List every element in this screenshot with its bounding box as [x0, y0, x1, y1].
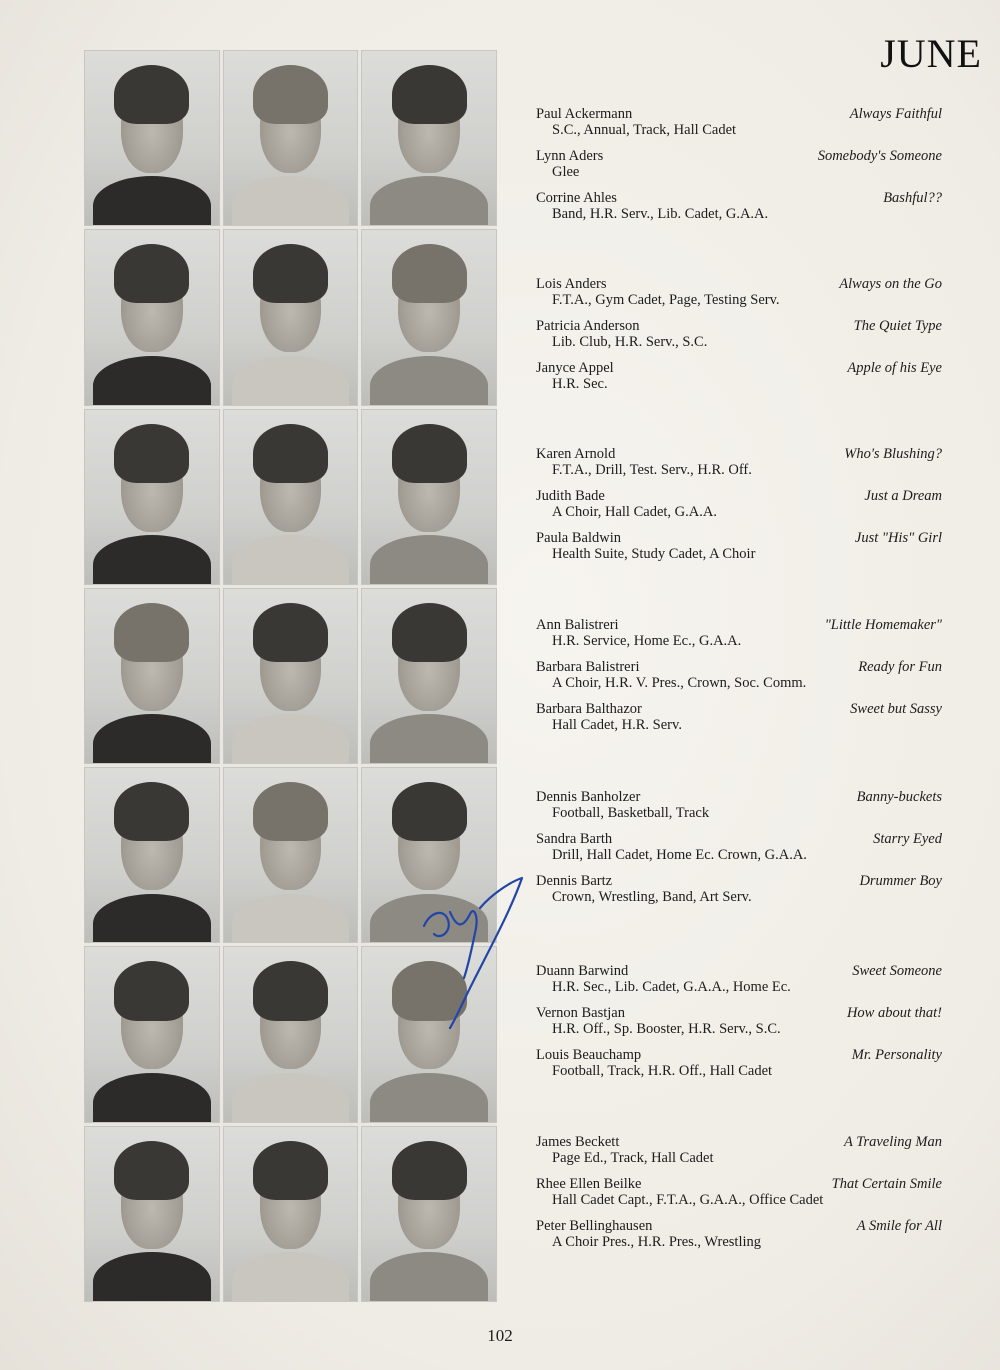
page-heading: JUNE [880, 31, 982, 76]
student-activities: F.T.A., Gym Cadet, Page, Testing Serv. [552, 292, 780, 308]
student-entry [536, 1005, 942, 1037]
student-activities: F.T.A., Drill, Test. Serv., H.R. Off. [552, 462, 752, 478]
student-entry [536, 148, 942, 180]
student-name: Lois Anders [536, 276, 607, 292]
student-name: Paula Baldwin [536, 530, 621, 546]
student-activities: Hall Cadet, H.R. Serv. [552, 717, 682, 733]
student-entry [536, 789, 942, 821]
student-entry [536, 873, 942, 905]
student-name: Corrine Ahles [536, 190, 617, 206]
student-entry [536, 190, 942, 222]
student-entry [536, 360, 942, 392]
student-motto: Just "His" Girl [854, 530, 942, 546]
student-activities: A Choir, Hall Cadet, G.A.A. [552, 504, 717, 520]
student-entry [536, 963, 942, 995]
student-activities: Page Ed., Track, Hall Cadet [552, 1150, 714, 1166]
student-activities: H.R. Service, Home Ec., G.A.A. [552, 633, 742, 649]
student-activities: H.R. Off., Sp. Booster, H.R. Serv., S.C. [552, 1021, 781, 1037]
student-entry [536, 276, 942, 308]
student-activities: Glee [552, 164, 580, 180]
student-motto: Apple of his Eye [847, 360, 942, 376]
student-activities: Football, Track, H.R. Off., Hall Cadet [552, 1063, 773, 1079]
student-name: Patricia Anderson [536, 318, 640, 334]
student-activities: A Choir, H.R. V. Pres., Crown, Soc. Comm. [552, 675, 807, 691]
student-motto: A Smile for All [856, 1218, 942, 1234]
student-motto: Bashful?? [883, 190, 942, 206]
student-name: Judith Bade [536, 488, 605, 504]
student-entry [536, 617, 942, 649]
student-entry [536, 659, 942, 691]
student-motto: "Little Homemaker" [824, 617, 942, 633]
student-activities: H.R. Sec. [552, 376, 608, 392]
student-motto: Somebody's Someone [817, 148, 942, 164]
student-name: Lynn Aders [536, 148, 604, 164]
student-entry [536, 318, 942, 350]
student-motto: Who's Blushing? [844, 446, 942, 462]
student-motto: Always on the Go [839, 276, 942, 292]
student-name: Sandra Barth [536, 831, 613, 847]
student-motto: Ready for Fun [858, 659, 942, 675]
student-entry [536, 1218, 942, 1250]
student-name: Dennis Bartz [536, 873, 613, 889]
student-entry [536, 488, 942, 520]
student-entry [536, 831, 942, 863]
student-activities: Drill, Hall Cadet, Home Ec. Crown, G.A.A. [552, 847, 807, 863]
student-name: Paul Ackermann [536, 106, 633, 122]
page-number: 102 [487, 1326, 513, 1345]
student-name: Peter Bellinghausen [536, 1218, 653, 1234]
student-motto: The Quiet Type [853, 318, 942, 334]
student-entry [536, 530, 942, 562]
student-name: Duann Barwind [536, 963, 629, 979]
student-name: Louis Beauchamp [536, 1047, 642, 1063]
student-entry [536, 701, 942, 733]
student-motto: Drummer Boy [859, 873, 942, 889]
student-entry [536, 446, 942, 478]
student-name: Barbara Balthazor [536, 701, 642, 717]
student-motto: Just a Dream [864, 488, 942, 504]
student-motto: Mr. Personality [851, 1047, 942, 1063]
student-activities: Band, H.R. Serv., Lib. Cadet, G.A.A. [552, 206, 769, 222]
student-entry [536, 106, 942, 138]
student-name: James Beckett [536, 1134, 620, 1150]
student-motto: Sweet but Sassy [850, 701, 942, 717]
student-activities: Football, Basketball, Track [552, 805, 710, 821]
student-name: Karen Arnold [536, 446, 616, 462]
student-activities: A Choir Pres., H.R. Pres., Wrestling [552, 1234, 761, 1250]
student-entry [536, 1047, 942, 1079]
student-activities: Health Suite, Study Cadet, A Choir [552, 546, 756, 562]
handwritten-signature [410, 868, 550, 1048]
student-entry [536, 1134, 942, 1166]
student-motto: A Traveling Man [843, 1134, 942, 1150]
student-motto: Banny-buckets [856, 789, 942, 805]
student-name: Ann Balistreri [536, 617, 619, 633]
student-motto: Always Faithful [849, 106, 942, 122]
student-name: Rhee Ellen Beilke [536, 1176, 642, 1192]
student-motto: Sweet Someone [852, 963, 942, 979]
student-activities: Crown, Wrestling, Band, Art Serv. [552, 889, 752, 905]
student-activities: Lib. Club, H.R. Serv., S.C. [552, 334, 708, 350]
student-motto: How about that! [846, 1005, 942, 1021]
student-name: Barbara Balistreri [536, 659, 640, 675]
student-motto: Starry Eyed [873, 831, 942, 847]
student-activities: Hall Cadet Capt., F.T.A., G.A.A., Office Cadet [552, 1192, 824, 1208]
student-entry [536, 1176, 942, 1208]
student-activities: S.C., Annual, Track, Hall Cadet [552, 122, 737, 138]
student-activities: H.R. Sec., Lib. Cadet, G.A.A., Home Ec. [552, 979, 791, 995]
student-name: Dennis Banholzer [536, 789, 641, 805]
student-name: Janyce Appel [536, 360, 614, 376]
student-motto: That Certain Smile [831, 1176, 942, 1192]
student-name: Vernon Bastjan [536, 1005, 625, 1021]
